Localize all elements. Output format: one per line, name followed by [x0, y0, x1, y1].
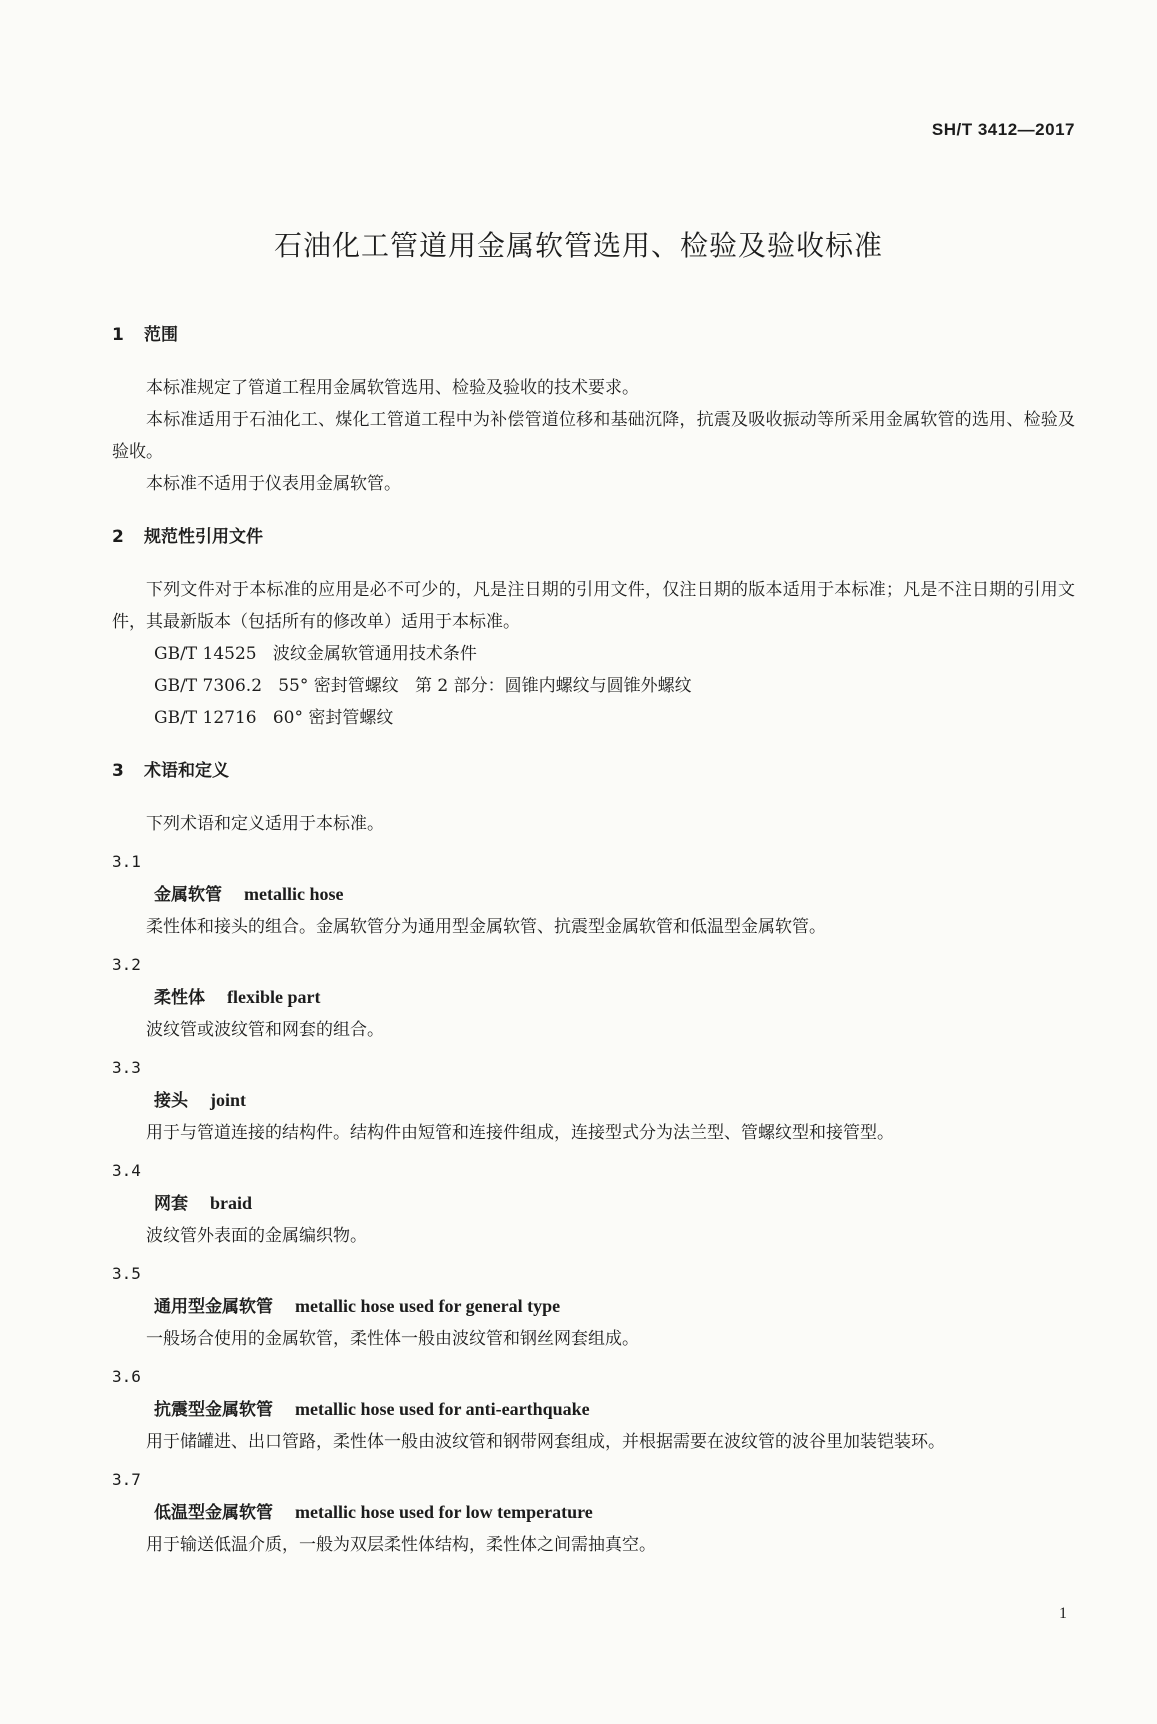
term-definition: 波纹管或波纹管和网套的组合。: [146, 1020, 384, 1040]
paragraph: 本标准规定了管道工程用金属软管选用、检验及验收的技术要求。: [146, 378, 639, 398]
paragraph: 本标准不适用于仪表用金属软管。: [146, 474, 401, 494]
term-definition: 一般场合使用的金属软管，柔性体一般由波纹管和钢丝网套组成。: [146, 1329, 639, 1349]
section-heading-terms-definitions: [112, 754, 1075, 788]
section-title: 范围: [144, 325, 178, 345]
standard-number: SH/T 3412—2017: [931, 120, 1075, 139]
term-number: 3.6: [112, 1367, 141, 1386]
term-name-en: metallic hose used for general type: [295, 1296, 561, 1316]
term-name-zh: 金属软管: [154, 885, 222, 905]
term-name-zh: 柔性体: [154, 988, 205, 1008]
term-name-zh: 抗震型金属软管: [154, 1400, 273, 1420]
term-number: 3.1: [112, 852, 141, 871]
term-number: 3.3: [112, 1058, 141, 1077]
term-definition: 用于与管道连接的结构件。结构件由短管和连接件组成，连接型式分为法兰型、管螺纹型和接管型。: [146, 1123, 894, 1143]
section-heading-scope: [112, 318, 1075, 352]
term-name-en: braid: [210, 1193, 253, 1213]
term-name-en: metallic hose used for low temperature: [295, 1502, 593, 1522]
term-name-en: metallic hose used for anti-earthquake: [295, 1399, 590, 1419]
term-name-en: joint: [210, 1090, 246, 1110]
term-name-zh: 低温型金属软管: [154, 1503, 273, 1523]
paragraph: 下列术语和定义适用于本标准。: [146, 814, 384, 834]
term-name: [112, 878, 1075, 911]
term-entry: [112, 1361, 1075, 1458]
term-name: [112, 1393, 1075, 1426]
term-entry: [112, 1155, 1075, 1252]
section-title: 术语和定义: [144, 761, 229, 781]
term-number: 3.4: [112, 1161, 141, 1180]
term-entry: [112, 846, 1075, 943]
term-definition: 用于输送低温介质，一般为双层柔性体结构，柔性体之间需抽真空。: [146, 1535, 656, 1555]
page-number: 1: [1059, 1605, 1067, 1622]
term-name-en: flexible part: [227, 987, 321, 1007]
reference-item: GB/T 12716 60° 密封管螺纹: [154, 708, 394, 728]
term-name-en: metallic hose: [244, 884, 344, 904]
section-number: 3: [112, 761, 124, 781]
paragraph: 下列文件对于本标准的应用是必不可少的，凡是注日期的引用文件，仅注日期的版本适用于本标准；凡是不注日期的引用文件，其最新版本（包括所有的修改单）适用于本标准。: [112, 580, 1075, 632]
term-name: [112, 1496, 1075, 1529]
section-heading-normative-references: [112, 520, 1075, 554]
reference-item: GB/T 14525 波纹金属软管通用技术条件: [154, 644, 477, 664]
term-definition: 波纹管外表面的金属编织物。: [146, 1226, 367, 1246]
term-definition: 用于储罐进、出口管路，柔性体一般由波纹管和钢带网套组成，并根据需要在波纹管的波谷里加装铠装环。: [146, 1432, 945, 1452]
term-name: [112, 1187, 1075, 1220]
term-entry: [112, 949, 1075, 1046]
section-number: 1: [112, 325, 124, 345]
term-entry: [112, 1052, 1075, 1149]
section-number: 2: [112, 527, 124, 547]
term-name: [112, 1084, 1075, 1117]
term-number: 3.5: [112, 1264, 141, 1283]
section-title: 规范性引用文件: [144, 527, 263, 547]
term-entry: [112, 1464, 1075, 1561]
term-name: [112, 981, 1075, 1014]
document-title: 石油化工管道用金属软管选用、检验及验收标准: [273, 229, 883, 262]
document-body: [112, 318, 1075, 1561]
term-number: 3.2: [112, 955, 141, 974]
term-entry: [112, 1258, 1075, 1355]
term-name-zh: 网套: [154, 1194, 188, 1214]
term-name-zh: 接头: [154, 1091, 188, 1111]
term-name: [112, 1290, 1075, 1323]
reference-item: GB/T 7306.2 55° 密封管螺纹 第 2 部分：圆锥内螺纹与圆锥外螺纹: [154, 676, 692, 696]
term-definition: 柔性体和接头的组合。金属软管分为通用型金属软管、抗震型金属软管和低温型金属软管。: [146, 917, 826, 937]
term-number: 3.7: [112, 1470, 141, 1489]
term-name-zh: 通用型金属软管: [154, 1297, 273, 1317]
paragraph: 本标准适用于石油化工、煤化工管道工程中为补偿管道位移和基础沉降，抗震及吸收振动等所采用金属软管的选用、检验及验收。: [112, 410, 1075, 462]
